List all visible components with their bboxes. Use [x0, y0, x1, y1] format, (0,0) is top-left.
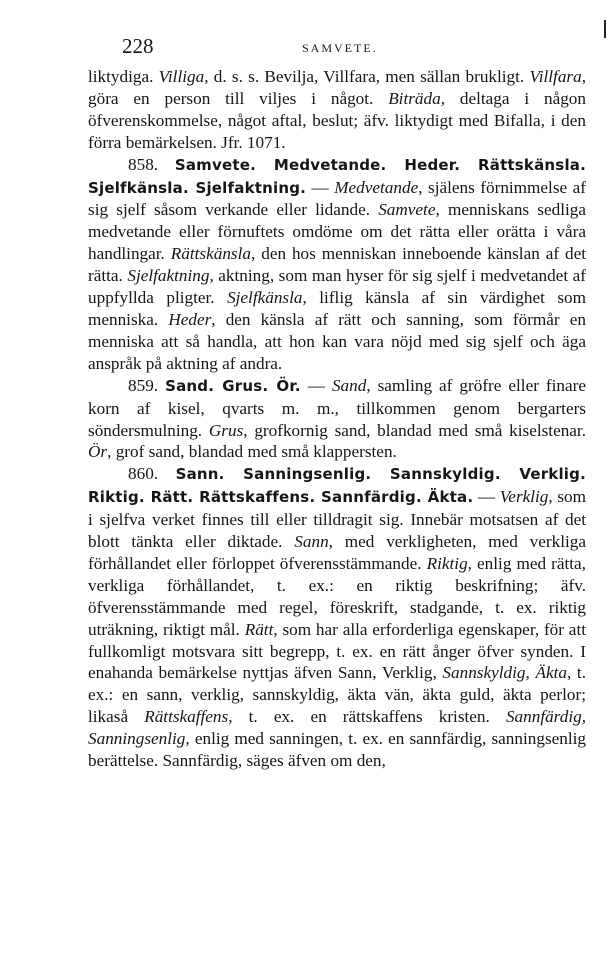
body-text-run: , som i sjelfva verket finnes till eller tilldragit sig. Innebär motsatsen af det blott tänkta eller diktade. — [88, 487, 587, 552]
page-number: 228 — [122, 34, 154, 58]
body-text-run: , göra en person till viljes i något. — [88, 67, 586, 108]
italic-term: Sann — [294, 532, 329, 552]
body-text-run: liktydiga. — [88, 67, 159, 86]
entry-headword: Sand. Grus. Ör. — [165, 376, 301, 395]
body-text-run: — — [306, 177, 335, 197]
italic-term: Biträda — [388, 88, 441, 108]
body-text-run: — — [300, 375, 332, 395]
margin-mark — [604, 20, 606, 38]
body-text-run: , med verkligheten, med verkliga förhållandet eller förloppet öfverensstämmande. — [88, 532, 586, 573]
running-head: SAMVETE. — [302, 41, 378, 55]
italic-term: Sand — [331, 375, 367, 395]
body-text-run: , t. ex. en rättskaffens kristen. — [228, 707, 506, 727]
italic-term: Villiga — [158, 67, 205, 86]
italic-term: Samvete — [378, 200, 436, 220]
book-page — [88, 30, 586, 772]
body-text-run: , d. s. s. Bevilja, Villfara, men sällan brukligt. — [204, 67, 530, 86]
italic-term: Sannskyldig, Äkta — [442, 663, 567, 683]
italic-term: Heder — [168, 309, 212, 329]
body-text-run: , grof sand, blandad med små klappersten. — [107, 442, 397, 462]
body-text-run: , den hos menniskan inneboende känslan af det rätta. — [88, 244, 586, 286]
italic-term: Verklig — [499, 487, 549, 507]
italic-term: Ör — [88, 442, 108, 462]
dictionary-entry — [88, 154, 586, 375]
italic-term: Sjelfkänsla — [227, 288, 303, 308]
body-text-run: , samling af gröfre eller finare korn af kisel, qvarts m. m., tillkommen genom bergarters söndersmulning. — [88, 375, 587, 440]
italic-term: Rättskaffens — [144, 707, 229, 727]
italic-term: Riktig — [426, 553, 468, 573]
continued-paragraph — [88, 66, 586, 154]
dictionary-entry — [88, 375, 586, 464]
body-text-run: , grofkornig sand, blandad med små kiselstenar. — [243, 420, 586, 440]
dictionary-entry — [88, 463, 586, 772]
italic-term: Rätt — [244, 619, 274, 639]
body-text-run: , den känsla af rätt och sanning, som förmår en menniska att så handla, att hon kan vara nöjd med sig sjelf och äga anspråk på aktning af andra. — [88, 309, 586, 373]
body-text-run: , enlig med rätta, verkliga förhållandet, t. ex.: en riktig beskrifning; äfv. öfverensstämmande med regel, föreskrift, stadgande, t. ex. riktig uträkning, riktigt mål. — [88, 553, 586, 639]
page-header — [88, 30, 586, 66]
body-text-run: 858. — [128, 154, 175, 174]
body-text-run: 860. — [128, 464, 176, 484]
body-text-run: 859. — [128, 375, 166, 395]
italic-term: Sjelfaktning — [127, 266, 210, 286]
entry-headword: Sann. Sanningsenlig. Sannskyldig. Verklig. Riktig. Rätt. Rättskaffens. Sannfärdig. Äkta. — [88, 465, 586, 507]
body-text-run: , deltaga i någon öfverenskommelse, något aftal, beslut; äfv. liktydigt med Bifalla, i den förra bemärkelsen. Jfr. 1071. — [88, 88, 586, 152]
italic-term: Medvetande — [334, 177, 419, 197]
body-text-run: , t. ex.: en sann, verklig, sannskyldig, äkta vän, äkta guld, äkta perlor; likaså — [88, 663, 586, 727]
body-text-run: — — [473, 487, 500, 507]
body-text-run: , aktning, som man hyser för sig sjelf i medvetandet af uppfyllda pligter. — [88, 266, 586, 308]
body-text-run: , som har alla erforderliga egenskaper, för att fullkomligt motsvara sitt begrepp, t. ex. en rätt ånger öfver synden. I enahanda bemärkelse nyttjas äfven Sann, Verklig, — [88, 619, 586, 683]
body-text-run: , enlig med sanningen, t. ex. en sannfärdig, sanningsenlig berättelse. Sannfärdig, säges äfven om den, — [88, 729, 586, 771]
italic-term: Villfara — [529, 67, 582, 86]
body-text-run: , menniskans sedliga medvetande eller förnuftets omdöme om det rätta eller orätta i våra handlingar. — [88, 200, 586, 264]
body-text-run: , själens förnimmelse af sig sjelf såsom verkande eller lidande. — [88, 177, 586, 220]
italic-term: Sannfärdig, Sanningsenlig — [88, 707, 586, 749]
italic-term: Rättskänsla — [170, 244, 251, 264]
body-text-run: , liflig känsla af sin värdighet som menniska. — [88, 288, 586, 329]
entry-headword: Samvete. Medvetande. Heder. Rättskänsla. Sjelfkänsla. Sjelfaktning. — [88, 155, 587, 197]
body-text — [88, 66, 586, 772]
italic-term: Grus — [208, 420, 244, 440]
